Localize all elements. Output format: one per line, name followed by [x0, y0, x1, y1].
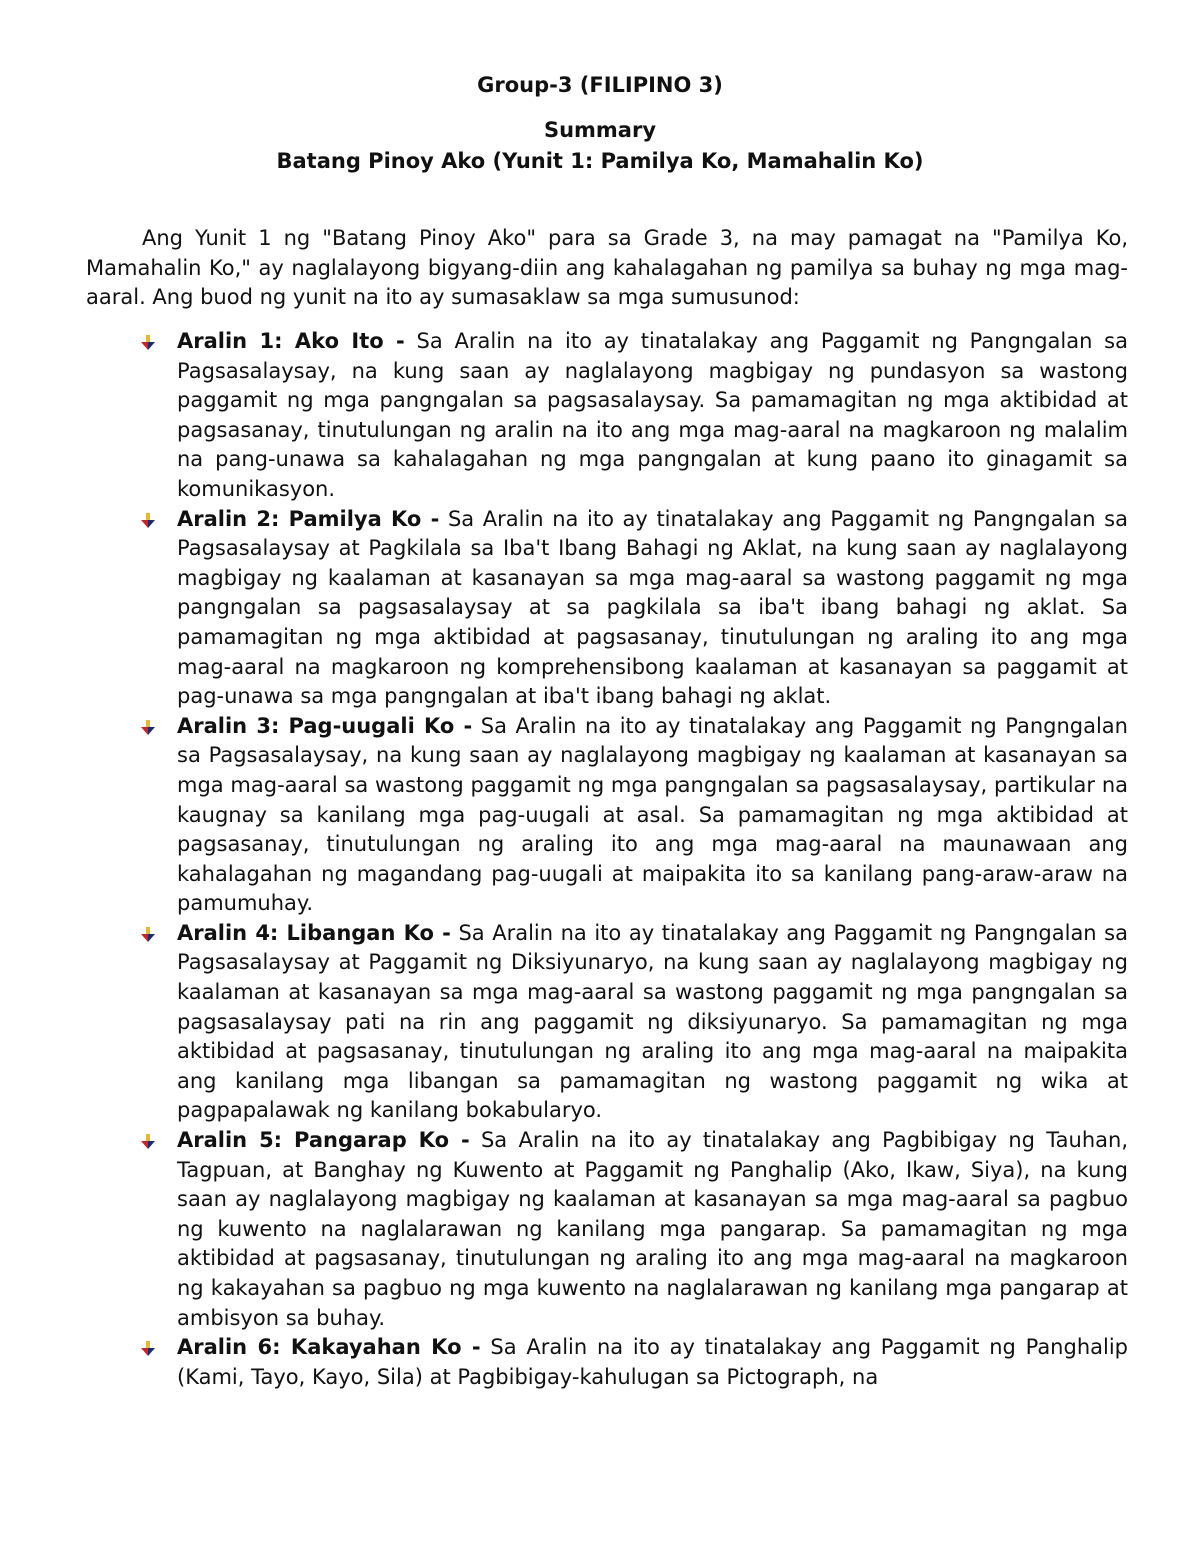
lesson-title: Aralin 1: Ako Ito - [177, 329, 405, 353]
arrow-down-bullet-icon [141, 1341, 155, 1357]
arrow-down-bullet-icon [141, 927, 155, 943]
group-title: Group-3 (FILIPINO 3) [477, 73, 723, 97]
intro-paragraph: Ang Yunit 1 ng "Batang Pinoy Ako" para sa Grade 3, na may pamagat na "Pamilya Ko, Mamahalin Ko," ay naglalayong bigyang-diin ang kahalagahan ng pamilya sa buhay ng mga mag-aaral. Ang buod ng yunit na ito ay sumasaklaw sa mga sumusunod: [86, 226, 1128, 310]
lesson-item [177, 919, 1128, 1126]
lesson-title: Aralin 4: Libangan Ko - [177, 920, 451, 945]
lesson-title: Aralin 2: Pamilya Ko - [177, 506, 440, 531]
lesson-list [0, 327, 1200, 1392]
lesson-description: Sa Aralin na ito ay tinatalakay ang Paggamit ng Pangngalan sa Pagsasalaysay, na kung saan ay naglalayong magbigay ng pundasyon sa wastong paggamit ng mga pangngalan sa pagsasalaysay. Sa pamamagitan ng mga aktibidad at pagsasanay, tinutulungan ng aralin na ito ang mga mag-aaral na magkaroon ng malalim na pang-unawa sa kahalagahan ng mga pangngalan at kung paano ito ginagamit sa komunikasyon. [177, 329, 1128, 501]
lesson-item [177, 1333, 1128, 1392]
lesson-title: Aralin 3: Pag-uugali Ko - [177, 713, 473, 738]
arrow-down-bullet-icon [141, 1134, 155, 1150]
lesson-item [177, 505, 1128, 712]
lesson-description: Sa Aralin na ito ay tinatalakay ang Paggamit ng Pangngalan sa Pagsasalaysay at Paggamit ng Diksiyunaryo, na kung saan ay naglalayong magbigay ng kaalaman at kasanayan sa mga mag-aaral sa wastong paggamit ng mga pangngalan sa pagsasalaysay pati na rin ang paggamit ng diksiyunaryo. Sa pamamagitan ng mga aktibidad at pagsasanay, tinutulungan ng araling ito ang mga mag-aaral na maipakita ang kanilang mga libangan sa pamamagitan ng wastong paggamit ng wika at pagpapalawak ng kanilang bokabularyo. [177, 920, 1128, 1123]
lesson-description: Sa Aralin na ito ay tinatalakay ang Pagbibigay ng Tauhan, Tagpuan, at Banghay ng Kuwento at Paggamit ng Panghalip (Ako, Ikaw, Siya), na kung saan ay naglalayong magbigay ng kaalaman at kasanayan sa mga mag-aaral sa pagbuo ng kuwento na naglalarawan ng kanilang mga pangarap. Sa pamamagitan ng mga aktibidad at pagsasanay, tinutulungan ng araling ito ang mga mag-aaral na magkaroon ng kakayahan sa pagbuo ng mga kuwento na naglalarawan ng kanilang mga pangarap at ambisyon sa buhay. [177, 1128, 1128, 1330]
lesson-description: Sa Aralin na ito ay tinatalakay ang Paggamit ng Pangngalan sa Pagsasalaysay at Pagkilala sa Iba't Ibang Bahagi ng Aklat, na kung saan ay naglalayong magbigay ng kaalaman at kasanayan sa mga mag-aaral sa wastong paggamit ng mga pangngalan sa pagsasalaysay at sa pagkilala sa iba't ibang bahagi ng aklat. Sa pamamagitan ng mga aktibidad at pagsasanay, tinutulungan ng araling ito ang mga mag-aaral na magkaroon ng komprehensibong kaalaman at kasanayan sa paggamit at pag-unawa sa mga pangngalan at iba't ibang bahagi ng aklat. [177, 506, 1128, 709]
arrow-down-bullet-icon [141, 335, 155, 351]
lesson-item [177, 327, 1128, 505]
unit-subtitle: Batang Pinoy Ako (Yunit 1: Pamilya Ko, Mamahalin Ko) [276, 149, 924, 173]
lesson-title: Aralin 6: Kakayahan Ko - [177, 1335, 481, 1360]
lesson-item [177, 1126, 1128, 1333]
lesson-description: Sa Aralin na ito ay tinatalakay ang Paggamit ng Pangngalan sa Pagsasalaysay, na kung saan ay naglalayong magbigay ng kaalaman at kasanayan sa mga mag-aaral sa wastong paggamit ng mga pangngalan sa pagsasalaysay, partikular na kaugnay sa kanilang mga pag-uugali at asal. Sa pamamagitan ng mga aktibidad at pagsasanay, tinutulungan ng araling ito ang mga mag-aaral na maunawaan ang kahalagahan ng magandang pag-uugali at maipakita ito sa kanilang pang-araw-araw na pamumuhay. [177, 713, 1128, 916]
arrow-down-bullet-icon [141, 720, 155, 736]
lesson-title: Aralin 5: Pangarap Ko - [177, 1128, 470, 1153]
lesson-description: Sa Aralin na ito ay tinatalakay ang Paggamit ng Panghalip (Kami, Tayo, Kayo, Sila) at Pagbibigay-kahulugan sa Pictograph, na [177, 1335, 1129, 1389]
summary-heading: Summary [543, 118, 657, 142]
lesson-item [177, 712, 1128, 919]
arrow-down-bullet-icon [141, 513, 155, 529]
